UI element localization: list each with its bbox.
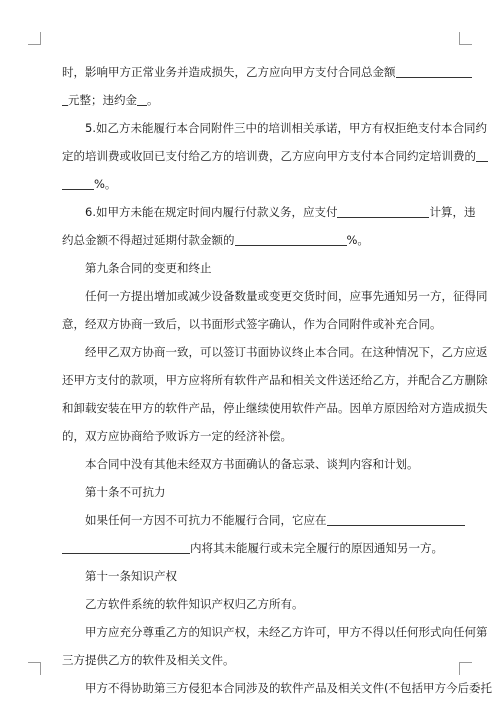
- section-heading: 第十一条知识产权: [85, 569, 177, 583]
- blank-line: [62, 539, 190, 554]
- corner-mark-bottom-left: [28, 662, 41, 675]
- text-line: 元整；违约金 。: [62, 86, 442, 114]
- corner-mark-top-left: [28, 32, 41, 45]
- blank-line: [235, 231, 347, 246]
- text-line: 还甲方支付的款项，甲方应将所有软件产品和相关文件送还给乙方，并配合乙方删除: [62, 373, 488, 387]
- text-line: 内将其未能履行或未完全履行的原因通知另一方。: [62, 534, 442, 562]
- blank-line: [337, 203, 429, 218]
- text-line: 三方提供乙方的软件及相关文件。: [62, 653, 235, 667]
- text-line: 定的培训费或收回已支付给乙方的培训费，乙方应向甲方支付本合同约定培训费的: [62, 142, 442, 170]
- text-line: 经甲乙双方协商一致，可以签订书面协议终止本合同。在这种情况下，乙方应返: [85, 345, 488, 359]
- text-line: 甲方不得协助第三方侵犯本合同涉及的软件产品及相关文件(不包括甲方今后委托: [85, 681, 492, 695]
- text-line: %。: [62, 170, 442, 198]
- blank-line: [327, 511, 465, 526]
- text-line: 任何一方提出增加或减少设备数量或变更交货时间，应事先通知另一方，征得同: [85, 289, 488, 303]
- blank-line: [137, 91, 147, 106]
- text-line: 意，经双方协商一致后，以书面形式签字确认，作为合同附件或补充合同。: [62, 317, 442, 331]
- corner-mark-top-right: [459, 32, 472, 45]
- text-line: 甲方应充分尊重乙方的知识产权，未经乙方许可，甲方不得以任何形式向任何第: [85, 625, 488, 639]
- text-line: 乙方软件系统的软件知识产权归乙方所有。: [85, 597, 304, 611]
- section-heading: 第九条合同的变更和终止: [85, 261, 212, 275]
- text-line: 时，影响甲方正常业务并造成损失，乙方应向甲方支付合同总金额: [62, 58, 442, 86]
- text-line: 和卸载安装在甲方的软件产品，停止继续使用软件产品。因单方原因给对方造成损失: [62, 401, 488, 415]
- text-line: 6.如甲方未能在规定时间内履行付款义务，应支付 计算，违: [85, 205, 476, 219]
- blank-line: [476, 147, 488, 162]
- blank-line: [396, 63, 472, 78]
- text-line: 的，双方应协商给予败诉方一定的经济补偿。: [62, 429, 292, 443]
- text-line: 如果任何一方因不可抗力不能履行合同，它应在: [62, 506, 442, 534]
- section-heading: 第十条不可抗力: [85, 485, 166, 499]
- document-page: [62, 58, 492, 702]
- text-line: 约总金额不得超过延期付款金额的 %。: [62, 233, 369, 247]
- text-line: 本合同中没有其他未经双方书面确认的备忘录、谈判内容和计划。: [85, 457, 419, 471]
- text-line: 5.如乙方未能履行本合同附件三中的培训相关承诺，甲方有权拒绝支付本合同约: [85, 121, 487, 135]
- blank-line: [62, 175, 94, 190]
